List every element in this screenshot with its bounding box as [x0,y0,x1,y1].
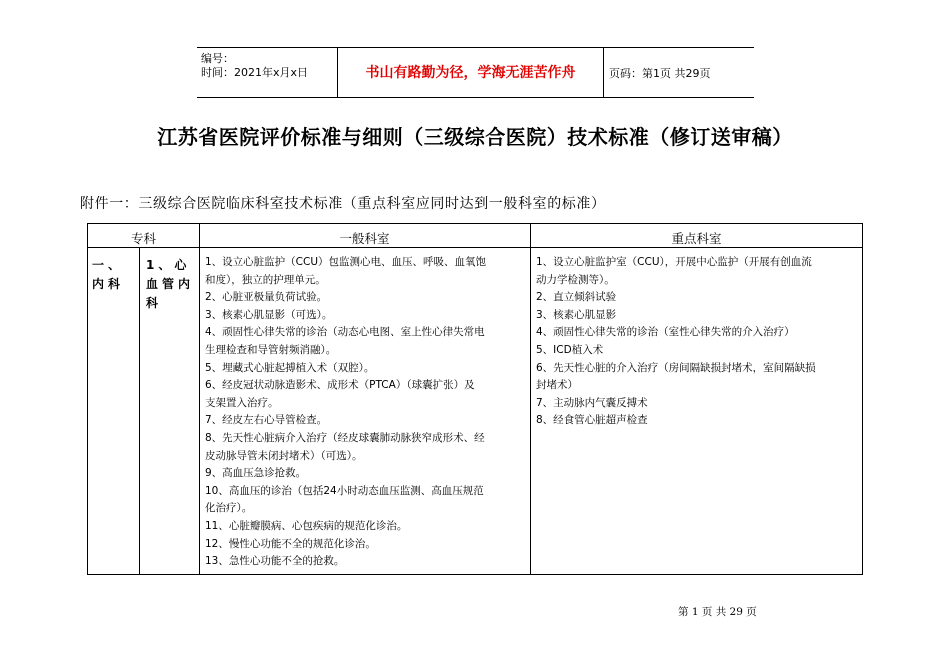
list-item: 8、先天性心脏病介入治疗（经皮球囊肺动脉狭窄成形术、经 [205,431,485,444]
list-item: 4、顽固性心律失常的诊治（动态心电图、室上性心律失常电 [205,326,485,339]
table-column-divider [199,224,200,574]
list-item: 10、高血压的诊治（包括24小时动态血压监测、高血压规范 [205,484,484,497]
list-item: 7、主动脉内气囊反搏术 [536,396,648,409]
list-item: 5、ICD植入术 [536,343,604,356]
list-item: 3、核素心肌显影 [536,308,617,321]
subdepartment-name: 1、心血管内科 [146,258,195,310]
document-number-label: 编号： [201,52,234,65]
list-item: 5、埋藏式心脏起搏植入术（双腔）。 [205,361,375,374]
standards-table [87,223,863,575]
list-item: 6、先天性心脏的介入治疗（房间隔缺损封堵术，室间隔缺损 [536,361,816,374]
list-item: 8、经食管心脏超声检查 [536,414,648,427]
list-item: 生理检查和导管射频消融）。 [205,343,337,356]
document-title: 江苏省医院评价标准与细则（三级综合医院）技术标准（修订送审稿） [157,125,793,149]
list-item: 1、设立心脏监护室（CCU），开展中心监护（开展有创血流 [536,256,812,268]
document-header [197,47,754,99]
list-item: 9、高血压急诊抢救。 [205,467,307,480]
list-item: 4、顽固性心律失常的诊治（室性心律失常的介入治疗） [536,326,795,339]
page-footer: 第 1 页 共 29 页 [678,606,757,618]
list-item: 11、心脏瓣膜病、心包疾病的规范化诊治。 [205,519,408,532]
list-item: 6、经皮冠状动脉造影术、成形术（PTCA）（球囊扩张）及 [205,379,475,392]
department-name: 一、内科 [92,258,125,291]
list-item: 皮动脉导管未闭封堵术）（可选）。 [205,449,363,462]
column-header-general: 一般科室 [339,231,390,246]
document-subtitle: 附件一：三级综合医院临床科室技术标准（重点科室应同时达到一般科室的标准） [80,196,606,212]
header-top-rule [197,47,754,48]
list-item: 化治疗）。 [205,502,253,515]
page-indicator: 页码：第1页 共29页 [609,67,711,80]
table-header-rule [88,247,862,248]
list-item: 7、经皮左右心导管检查。 [205,414,328,427]
table-column-divider [530,224,531,574]
list-item: 和度），独立的护理单元。 [205,273,326,286]
table-column-divider [139,248,140,574]
list-item: 2、直立倾斜试验 [536,291,617,304]
list-item: 2、心脏亚极量负荷试验。 [205,291,328,304]
column-header-key: 重点科室 [671,231,722,246]
list-item: 1、设立心脏监护（CCU）包监测心电、血压、呼吸、血氧饱 [205,256,487,268]
list-item: 支架置入治疗。 [205,396,279,409]
list-item: 封堵术） [536,379,578,392]
list-item: 3、核素心肌显影（可选）。 [205,308,333,321]
document-date: 时间：2021年x月x日 [201,66,309,79]
list-item: 13、急性心功能不全的抢救。 [205,555,345,568]
list-item: 动力学检测等）。 [536,273,615,286]
column-header-specialty: 专科 [130,231,156,246]
general-requirements-list [205,254,527,571]
header-bottom-rule [197,97,754,98]
header-motto: 书山有路勤为径，学海无涯苦作舟 [365,65,576,81]
header-divider [603,47,604,98]
list-item: 12、慢性心功能不全的规范化诊治。 [205,537,376,550]
key-requirements-list [536,254,860,430]
